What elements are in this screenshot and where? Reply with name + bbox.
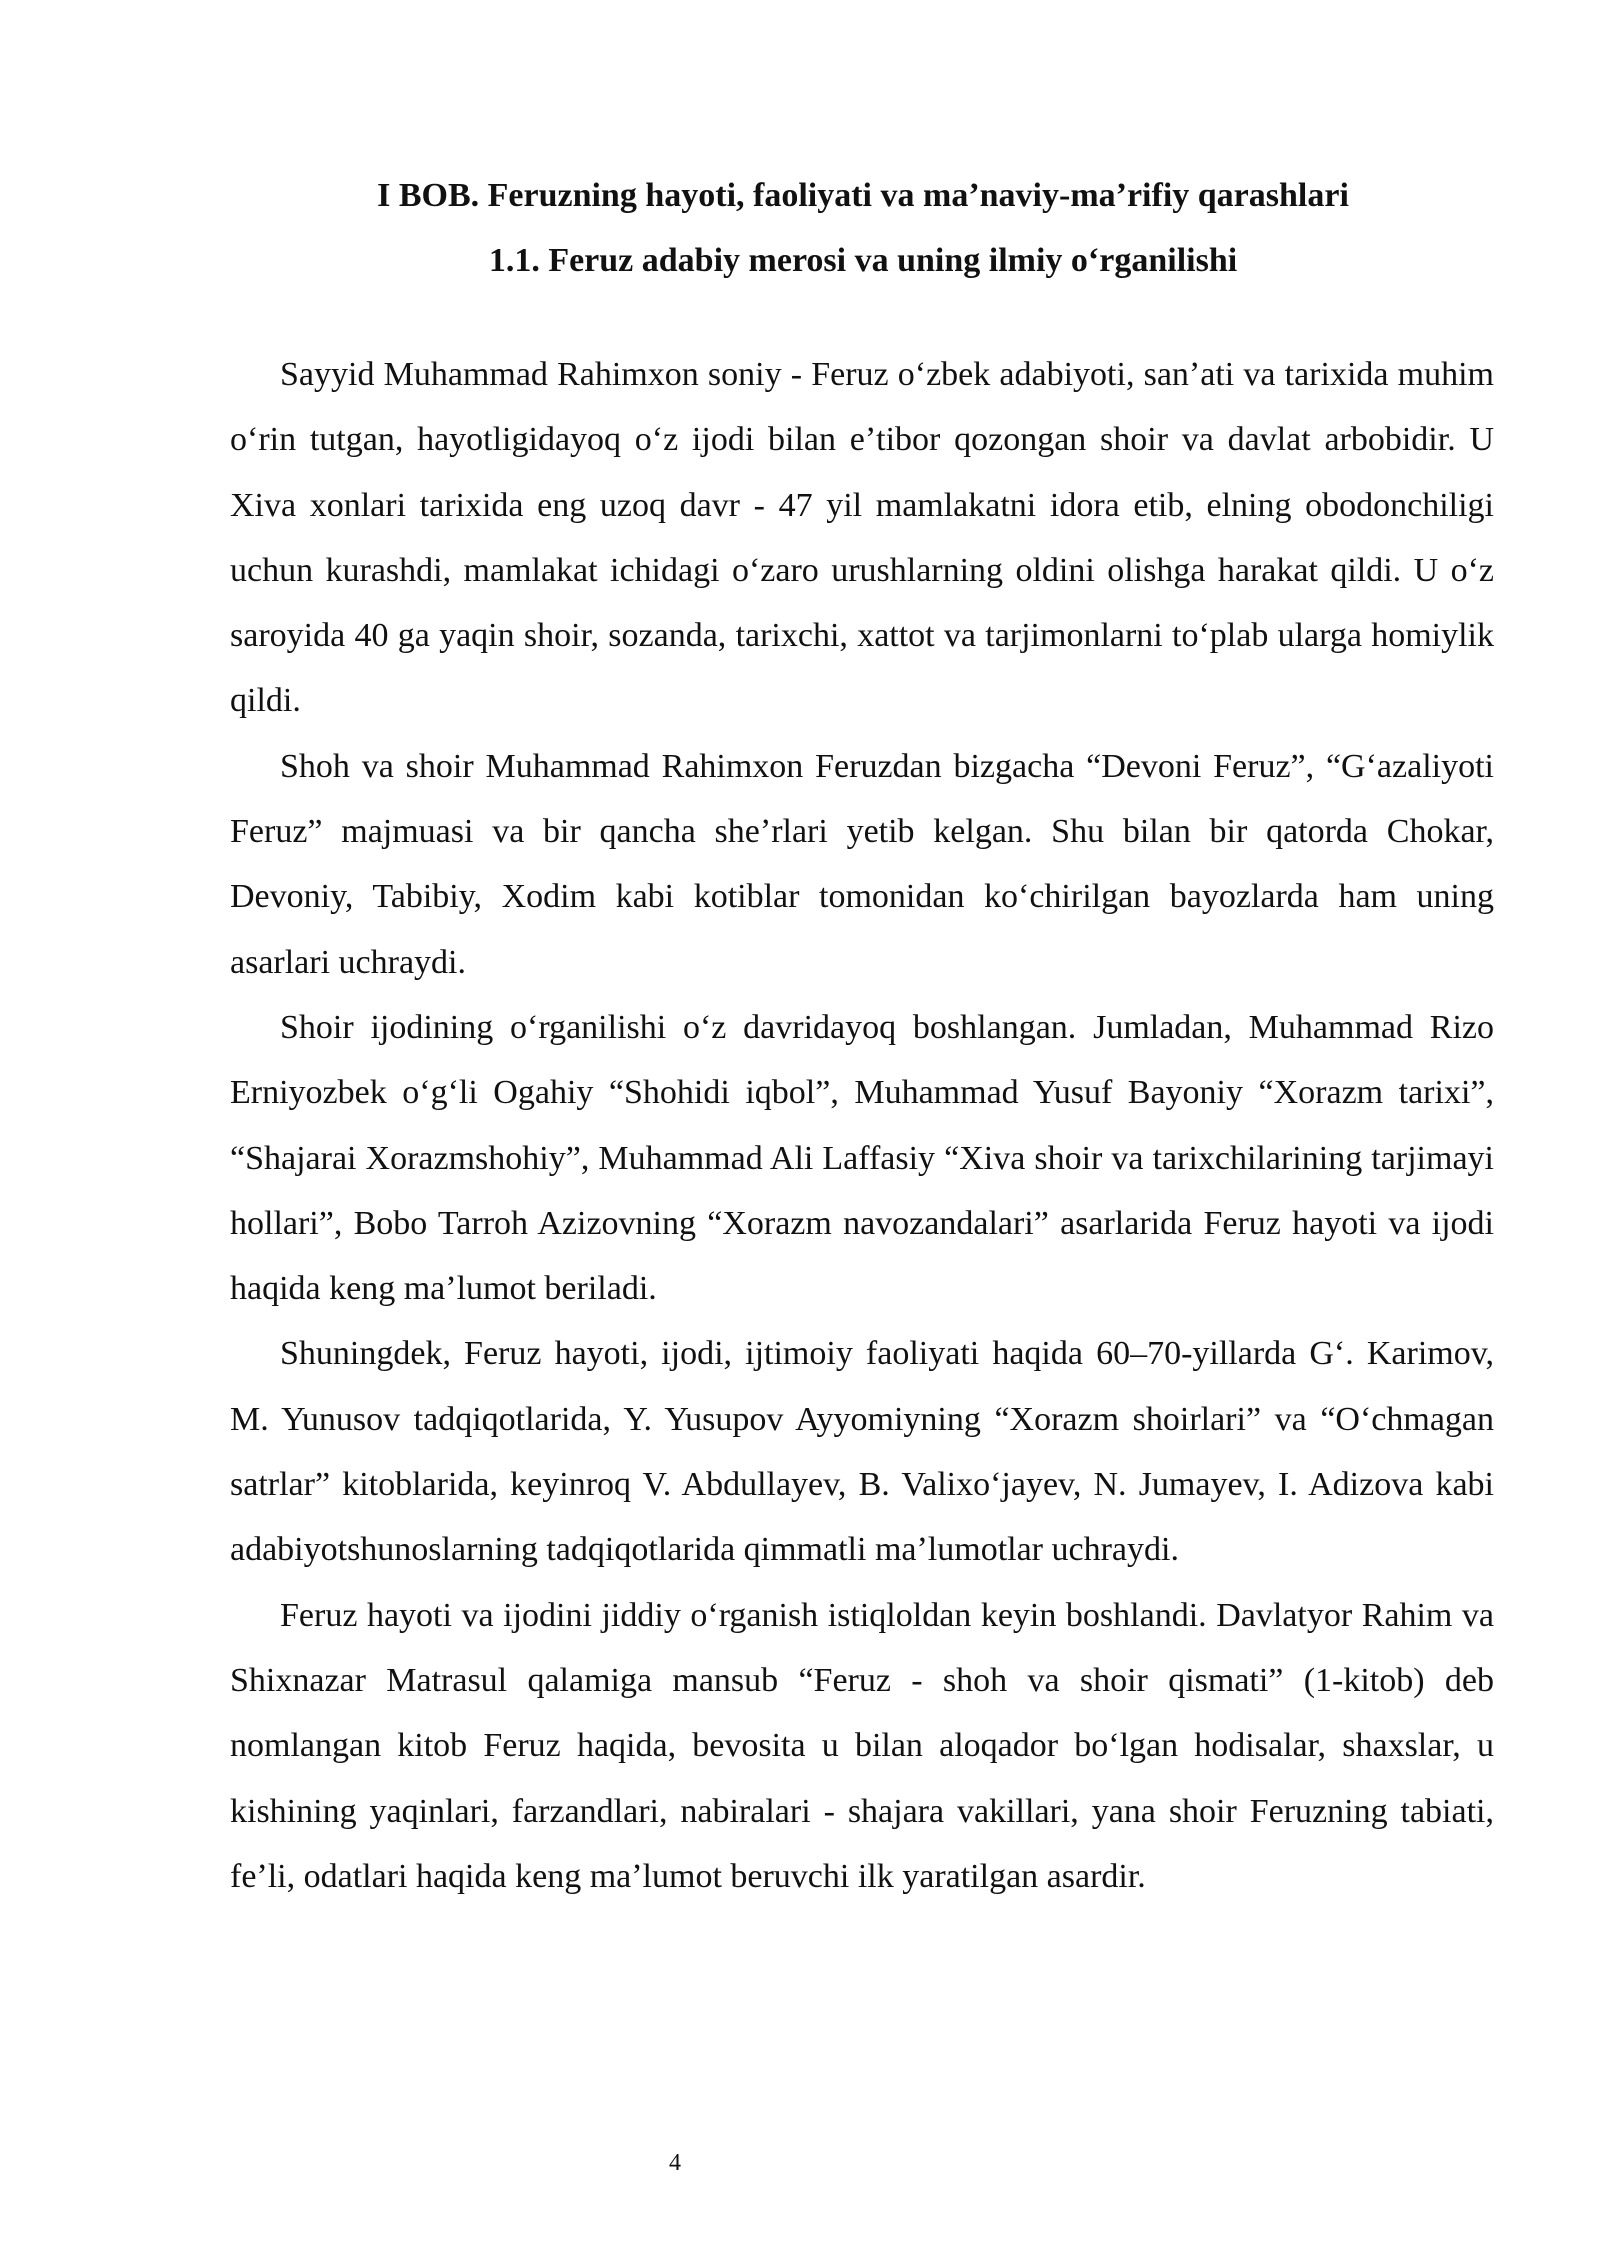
paragraph: Shoir ijodining oʻrganilishi oʻz davridayoq boshlangan. Jumladan, Muhammad Rizo Erniyozbek oʻgʻli Ogahiy “Shohidi iqbol”, Muhammad Yusuf Bayoniy “Xorazm tarixi”, “Shajarai Xorazmshohiy”, Muhammad Ali Laffasiy “Xiva shoir va tarixchilarining tarjimayi hollari”, Bobo Tarroh Azizovning “Xorazm navozandalari” asarlarida Feruz hayoti va ijodi haqida keng maʼlumot beriladi. — [230, 1008, 1494, 1308]
page-number: 4 — [669, 2150, 681, 2176]
section-title: 1.1. Feruz adabiy merosi va uning ilmiy oʻrganilishi — [488, 242, 1238, 279]
chapter-title: I BOB. Feruzning hayoti, faoliyati va maʼnaviy-maʼrifiy qarashlari — [377, 177, 1349, 214]
paragraph: Feruz hayoti va ijodini jiddiy oʻrganish istiqloldan keyin boshlandi. Davlatyor Rahim va Shixnazar Matrasul qalamiga mansub “Feruz - shoh va shoir qismati” (1-kitob) deb nomlangan kitob Feruz haqida, bevosita u bilan aloqador boʻlgan hodisalar, shaxslar, u kishining yaqinlari, farzandlari, nabiralari - shajara vakillari, yana shoir Feruzning tabiati, feʼli, odatlari haqida keng maʼlumot beruvchi ilk yaratilgan asardir. — [230, 1596, 1494, 1895]
paragraph: Shoh va shoir Muhammad Rahimxon Feruzdan bizgacha “Devoni Feruz”, “Gʻazaliyoti Feruz” majmuasi va bir qancha sheʼrlari yetib kelgan. Shu bilan bir qatorda Chokar, Devoniy, Tabibiy, Xodim kabi kotiblar tomonidan koʻchirilgan bayozlarda ham uning asarlari uchraydi. — [230, 747, 1494, 981]
body-text — [230, 342, 1494, 1909]
paragraph: Shuningdek, Feruz hayoti, ijodi, ijtimoiy faoliyati haqida 60–70-yillarda Gʻ. Karimov, M. Yunusov tadqiqotlarida, Y. Yusupov Ayyomiyning “Xorazm shoirlari” va “Oʻchmagan satrlar” kitoblarida, keyinroq V. Abdullayev, B. Valixoʻjayev, N. Jumayev, I. Adizova kabi adabiyotshunoslarning tadqiqotlarida qimmatli maʼlumotlar uchraydi. — [230, 1335, 1494, 1569]
paragraph: Sayyid Muhammad Rahimxon soniy - Feruz oʻzbek adabiyoti, sanʼati va tarixida muhim oʻrin tutgan, hayotligidayoq oʻz ijodi bilan eʼtibor qozongan shoir va davlat arbobidir. U Xiva xonlari tarixida eng uzoq davr - 47 yil mamlakatni idora etib, elning obodonchiligi uchun kurashdi, mamlakat ichidagi oʻzaro urushlarning oldini olishga harakat qildi. U oʻz saroyida 40 ga yaqin shoir, sozanda, tarixchi, xattot va tarjimonlarni toʻplab ularga homiylik qildi. — [230, 356, 1494, 720]
